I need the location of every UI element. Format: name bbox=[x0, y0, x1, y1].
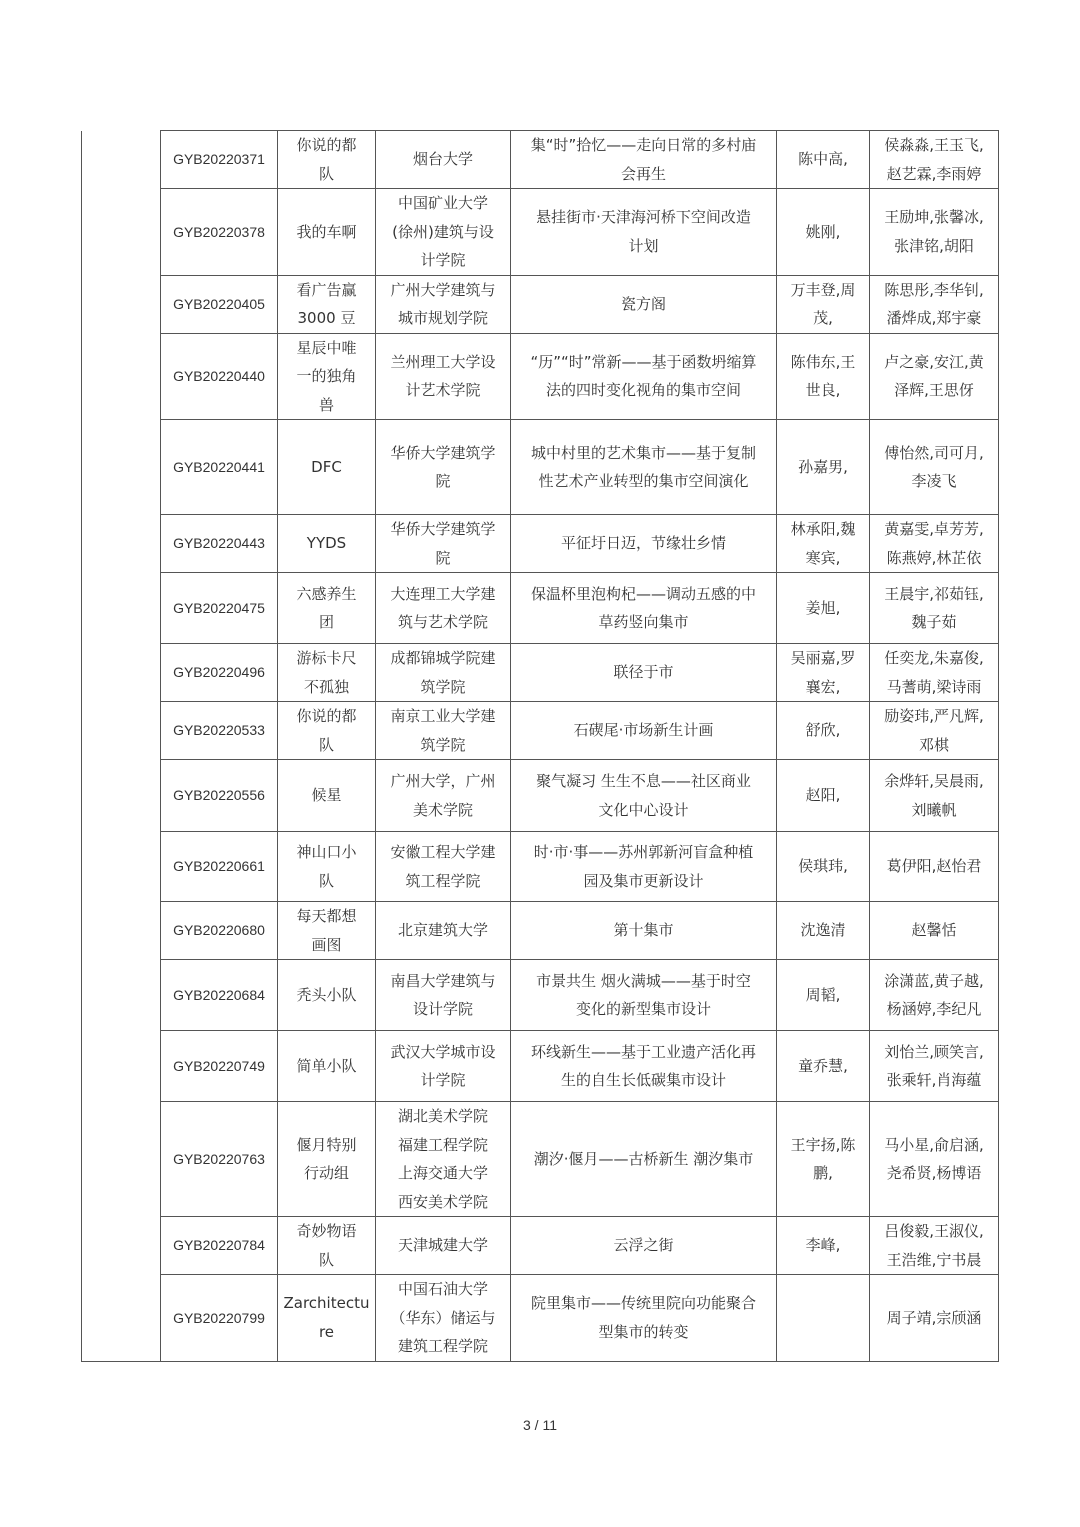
school-cell-line: 武汉大学城市设 bbox=[390, 1042, 496, 1061]
advisor-cell-line: 姜旭, bbox=[805, 598, 841, 617]
advisor-cell bbox=[777, 760, 870, 832]
members-cell-line: 刘曦帆 bbox=[911, 800, 957, 819]
project-title-cell-line: 城中村里的艺术集市——基于复制 bbox=[530, 443, 756, 462]
project-title-cell-line: 潮汐·偃月——古桥新生 潮汐集市 bbox=[533, 1149, 754, 1168]
members-cell-line: 侯淼淼,王玉飞, bbox=[884, 136, 984, 154]
advisor-cell-line: 襄宏, bbox=[805, 677, 841, 696]
advisor-cell-line: 陈伟东,王 bbox=[790, 352, 856, 371]
members-cell bbox=[870, 275, 999, 333]
entry-code-cell: GYB20220371 bbox=[161, 131, 278, 189]
team-name-cell bbox=[278, 1102, 376, 1217]
members-cell bbox=[870, 333, 999, 420]
table-body bbox=[82, 131, 999, 1362]
members-cell bbox=[870, 644, 999, 702]
advisor-cell bbox=[777, 573, 870, 644]
team-name-cell-line: 看广告赢 bbox=[296, 280, 357, 299]
school-cell-line: 设计学院 bbox=[412, 1000, 473, 1018]
members-cell bbox=[870, 960, 999, 1031]
team-name-cell bbox=[278, 832, 376, 902]
project-title-cell-line: 会再生 bbox=[620, 164, 666, 183]
advisor-cell-line: 孙嘉男, bbox=[798, 457, 848, 476]
school-cell bbox=[376, 760, 511, 832]
table-row bbox=[82, 1217, 999, 1275]
members-cell bbox=[870, 832, 999, 902]
team-name-cell-line: Zarchitectu bbox=[283, 1294, 370, 1313]
table-row bbox=[82, 131, 999, 189]
project-title-cell bbox=[511, 1102, 777, 1217]
team-name-cell bbox=[278, 333, 376, 420]
project-title-cell-line: 云浮之街 bbox=[613, 1236, 674, 1255]
table-row bbox=[82, 702, 999, 760]
school-cell bbox=[376, 131, 511, 189]
school-cell-line: 南京工业大学建 bbox=[390, 707, 496, 725]
project-title-cell-line: 保温杯里泡枸杞——调动五感的中 bbox=[530, 584, 756, 603]
project-title-cell-line: 院里集市——传统里院向功能聚合 bbox=[530, 1294, 756, 1313]
members-cell-line: 王励坤,张馨冰, bbox=[884, 208, 984, 227]
table-row bbox=[82, 573, 999, 644]
school-cell-line: 湖北美术学院 bbox=[397, 1107, 488, 1125]
members-cell bbox=[870, 760, 999, 832]
project-title-cell-line: 瓷方阁 bbox=[620, 294, 666, 313]
school-cell-line: 中国石油大学 bbox=[397, 1280, 488, 1298]
school-cell bbox=[376, 333, 511, 420]
table-row bbox=[82, 960, 999, 1031]
team-name-cell-line: 不孤独 bbox=[303, 677, 349, 696]
school-cell bbox=[376, 832, 511, 902]
team-name-cell bbox=[278, 1275, 376, 1362]
school-cell bbox=[376, 902, 511, 960]
school-cell bbox=[376, 275, 511, 333]
school-cell-line: 广州大学建筑与 bbox=[390, 280, 496, 299]
team-name-cell-line: 3000 豆 bbox=[297, 309, 356, 327]
school-cell-line: (徐州)建筑与设 bbox=[392, 222, 494, 241]
project-title-cell-line: 时·市·事——苏州郭新河盲盒种植 bbox=[533, 843, 754, 861]
school-cell-line: 中国矿业大学 bbox=[397, 194, 488, 212]
table-row bbox=[82, 1102, 999, 1217]
members-cell-line: 励姿玮,严凡辉, bbox=[884, 707, 984, 725]
team-name-cell bbox=[278, 275, 376, 333]
advisor-cell bbox=[777, 1275, 870, 1362]
project-title-cell bbox=[511, 760, 777, 832]
project-title-cell bbox=[511, 189, 777, 276]
advisor-cell-line: 李峰, bbox=[805, 1236, 841, 1255]
members-cell-line: 吕俊毅,王淑仪, bbox=[884, 1222, 984, 1240]
project-title-cell bbox=[511, 702, 777, 760]
advisor-cell-line: 沈逸清 bbox=[800, 921, 846, 940]
team-name-cell-line: 秃头小队 bbox=[296, 985, 357, 1004]
team-name-cell-line: 队 bbox=[318, 164, 334, 183]
project-title-cell-line: 性艺术产业转型的集市空间演化 bbox=[538, 472, 749, 490]
results-table bbox=[81, 130, 999, 1362]
advisor-cell-line: 世良, bbox=[805, 381, 841, 400]
members-cell-line: 任奕龙,朱嘉俊, bbox=[884, 649, 984, 667]
advisor-cell bbox=[777, 1031, 870, 1102]
team-name-cell bbox=[278, 515, 376, 573]
advisor-cell bbox=[777, 275, 870, 333]
members-cell-line: 马蓍萌,梁诗雨 bbox=[886, 677, 982, 696]
project-title-cell-line: 园及集市更新设计 bbox=[583, 871, 704, 890]
school-cell-line: 院 bbox=[435, 548, 451, 567]
project-title-cell-line: 型集市的转变 bbox=[598, 1322, 689, 1341]
team-name-cell-line: 我的车啊 bbox=[296, 222, 357, 241]
advisor-cell bbox=[777, 644, 870, 702]
school-cell-line: 计学院 bbox=[420, 1071, 466, 1089]
school-cell bbox=[376, 420, 511, 515]
team-name-cell-line: 队 bbox=[318, 871, 334, 890]
project-title-cell bbox=[511, 333, 777, 420]
table-row bbox=[82, 189, 999, 276]
school-cell-line: 建筑工程学院 bbox=[397, 1337, 488, 1355]
advisor-cell bbox=[777, 1217, 870, 1275]
members-cell bbox=[870, 902, 999, 960]
members-cell-line: 邓棋 bbox=[918, 735, 949, 754]
school-cell-line: （华东）储运与 bbox=[390, 1308, 496, 1327]
team-name-cell bbox=[278, 1217, 376, 1275]
table-row bbox=[82, 902, 999, 960]
project-title-cell bbox=[511, 902, 777, 960]
school-cell-line: 筑学院 bbox=[420, 677, 466, 696]
advisor-cell bbox=[777, 702, 870, 760]
school-cell-line: 计艺术学院 bbox=[405, 381, 481, 400]
project-title-cell-line: “历”“时”常新——基于函数坍缩算 bbox=[530, 352, 757, 371]
members-cell-line: 潘烨成,郑宇豪 bbox=[886, 309, 982, 327]
table-row bbox=[82, 420, 999, 515]
project-title-cell bbox=[511, 515, 777, 573]
project-title-cell-line: 第十集市 bbox=[613, 921, 674, 940]
team-name-cell-line: 星辰中唯 bbox=[296, 338, 357, 357]
advisor-cell-line: 侯琪玮, bbox=[798, 857, 848, 876]
project-title-cell bbox=[511, 420, 777, 515]
advisor-cell-line: 万丰登,周 bbox=[790, 280, 856, 299]
school-cell-line: 烟台大学 bbox=[412, 150, 473, 169]
team-name-cell-line: 队 bbox=[318, 735, 334, 754]
school-cell-line: 西安美术学院 bbox=[397, 1192, 488, 1211]
school-cell-line: 筑工程学院 bbox=[405, 871, 481, 890]
school-cell-line: 广州大学，广州 bbox=[390, 772, 496, 790]
table-row bbox=[82, 275, 999, 333]
members-cell-line: 陈燕婷,林芷依 bbox=[886, 548, 982, 567]
school-cell bbox=[376, 1275, 511, 1362]
school-cell-line: 华侨大学建筑学 bbox=[390, 520, 496, 538]
school-cell bbox=[376, 1217, 511, 1275]
entry-code-cell: GYB20220443 bbox=[161, 515, 278, 573]
entry-code-cell: GYB20220405 bbox=[161, 275, 278, 333]
project-title-cell-line: 环线新生——基于工业遗产活化再 bbox=[530, 1042, 756, 1061]
project-title-cell-line: 变化的新型集市设计 bbox=[575, 1000, 711, 1018]
team-name-cell bbox=[278, 189, 376, 276]
team-name-cell bbox=[278, 420, 376, 515]
project-title-cell bbox=[511, 960, 777, 1031]
members-cell-line: 赵馨恬 bbox=[911, 921, 957, 940]
entry-code-cell: GYB20220441 bbox=[161, 420, 278, 515]
school-cell-line: 福建工程学院 bbox=[397, 1135, 488, 1154]
advisor-cell bbox=[777, 902, 870, 960]
team-name-cell bbox=[278, 902, 376, 960]
project-title-cell-line: 生的自生长低碳集市设计 bbox=[560, 1071, 726, 1089]
team-name-cell bbox=[278, 760, 376, 832]
school-cell-line: 兰州理工大学设 bbox=[390, 352, 496, 371]
project-title-cell-line: 市景共生 烟火满城——基于时空 bbox=[536, 971, 751, 990]
members-cell-line: 张津铭,胡阳 bbox=[894, 236, 974, 255]
project-title-cell-line: 计划 bbox=[628, 236, 659, 255]
members-cell-line: 余烨轩,吴晨雨, bbox=[884, 772, 984, 790]
school-cell bbox=[376, 1102, 511, 1217]
advisor-cell bbox=[777, 1102, 870, 1217]
members-cell bbox=[870, 131, 999, 189]
category-cell bbox=[82, 131, 161, 1362]
members-cell-line: 周子靖,宗颀涵 bbox=[886, 1308, 982, 1327]
project-title-cell-line: 集“时”拾忆——走向日常的多村庙 bbox=[530, 136, 757, 154]
team-name-cell-line: 奇妙物语 bbox=[296, 1222, 357, 1240]
advisor-cell-line: 姚刚, bbox=[805, 222, 841, 241]
team-name-cell bbox=[278, 573, 376, 644]
entry-code-cell: GYB20220533 bbox=[161, 702, 278, 760]
page-number: 3 / 11 bbox=[523, 1417, 557, 1433]
members-cell-line: 泽辉,王思伢 bbox=[894, 381, 974, 400]
advisor-cell-line: 王宇扬,陈 bbox=[790, 1135, 856, 1154]
project-title-cell-line: 文化中心设计 bbox=[598, 800, 689, 819]
school-cell-line: 美术学院 bbox=[412, 800, 473, 819]
school-cell bbox=[376, 644, 511, 702]
school-cell bbox=[376, 515, 511, 573]
project-title-cell bbox=[511, 275, 777, 333]
members-cell-line: 魏子茹 bbox=[911, 613, 957, 631]
members-cell-line: 王晨宇,祁茹钰, bbox=[884, 584, 984, 603]
members-cell-line: 张乘轩,肖海蕴 bbox=[886, 1071, 982, 1089]
team-name-cell-line: 神山口小 bbox=[296, 843, 357, 861]
entry-code-cell: GYB20220684 bbox=[161, 960, 278, 1031]
table-row bbox=[82, 515, 999, 573]
members-cell bbox=[870, 1275, 999, 1362]
team-name-cell-line: 你说的都 bbox=[296, 707, 357, 725]
advisor-cell bbox=[777, 515, 870, 573]
project-title-cell-line: 联径于市 bbox=[613, 663, 674, 682]
advisor-cell-line: 童乔慧, bbox=[798, 1056, 848, 1075]
team-name-cell-line: 一的独角 bbox=[296, 367, 357, 385]
project-title-cell-line: 石碶尾·市场新生计画 bbox=[573, 721, 714, 740]
team-name-cell-line: 兽 bbox=[318, 395, 334, 414]
entry-code-cell: GYB20220680 bbox=[161, 902, 278, 960]
project-title-cell bbox=[511, 131, 777, 189]
advisor-cell bbox=[777, 420, 870, 515]
team-name-cell bbox=[278, 702, 376, 760]
project-title-cell bbox=[511, 644, 777, 702]
entry-code-cell: GYB20220440 bbox=[161, 333, 278, 420]
school-cell-line: 上海交通大学 bbox=[397, 1164, 488, 1182]
advisor-cell-line: 茂, bbox=[813, 309, 833, 327]
members-cell bbox=[870, 1217, 999, 1275]
school-cell bbox=[376, 960, 511, 1031]
team-name-cell-line: 六感养生 bbox=[296, 584, 357, 603]
team-name-cell-line: DFC bbox=[311, 457, 342, 476]
members-cell-line: 傅怡然,司可月, bbox=[884, 443, 984, 462]
advisor-cell-line: 陈中高, bbox=[798, 150, 848, 169]
table-row bbox=[82, 1275, 999, 1362]
project-title-cell-line: 悬挂街市·天津海河桥下空间改造 bbox=[536, 208, 751, 227]
advisor-cell-line: 林承阳,魏 bbox=[790, 520, 856, 538]
entry-code-cell: GYB20220556 bbox=[161, 760, 278, 832]
school-cell bbox=[376, 1031, 511, 1102]
members-cell-line: 葛伊阳,赵怡君 bbox=[886, 857, 982, 876]
school-cell-line: 城市规划学院 bbox=[397, 309, 488, 327]
project-title-cell bbox=[511, 1275, 777, 1362]
entry-code-cell: GYB20220475 bbox=[161, 573, 278, 644]
table-row bbox=[82, 644, 999, 702]
school-cell-line: 天津城建大学 bbox=[397, 1236, 488, 1255]
school-cell-line: 院 bbox=[435, 472, 451, 490]
advisor-cell-line: 赵阳, bbox=[805, 786, 841, 805]
school-cell-line: 安徽工程大学建 bbox=[390, 843, 496, 861]
team-name-cell-line: 画图 bbox=[311, 935, 342, 954]
project-title-cell-line: 平征圩日迈，节缘壮乡情 bbox=[560, 534, 726, 553]
team-name-cell-line: 队 bbox=[318, 1250, 334, 1269]
team-name-cell-line: 偃月特别 bbox=[296, 1135, 357, 1154]
project-title-cell bbox=[511, 832, 777, 902]
school-cell bbox=[376, 189, 511, 276]
members-cell-line: 李凌飞 bbox=[911, 472, 957, 490]
school-cell bbox=[376, 702, 511, 760]
team-name-cell-line: YYDS bbox=[306, 534, 347, 553]
team-name-cell bbox=[278, 131, 376, 189]
advisor-cell-line: 周韬, bbox=[805, 985, 841, 1004]
table-row bbox=[82, 1031, 999, 1102]
advisor-cell bbox=[777, 131, 870, 189]
members-cell-line: 陈思彤,李华钊, bbox=[884, 280, 984, 299]
project-title-cell bbox=[511, 573, 777, 644]
entry-code-cell: GYB20220749 bbox=[161, 1031, 278, 1102]
entry-code-cell: GYB20220763 bbox=[161, 1102, 278, 1217]
members-cell-line: 涂潇蓝,黄子越, bbox=[884, 971, 984, 990]
team-name-cell bbox=[278, 960, 376, 1031]
advisor-cell bbox=[777, 333, 870, 420]
school-cell-line: 计学院 bbox=[420, 251, 466, 269]
team-name-cell-line: 游标卡尺 bbox=[296, 649, 357, 667]
team-name-cell-line: 候星 bbox=[311, 786, 342, 805]
project-title-cell-line: 聚气凝习 生生不息——社区商业 bbox=[536, 772, 751, 790]
school-cell-line: 南昌大学建筑与 bbox=[390, 971, 496, 990]
members-cell-line: 刘怡兰,顾笑言, bbox=[884, 1042, 984, 1061]
project-title-cell-line: 草药竖向集市 bbox=[598, 613, 689, 631]
advisor-cell bbox=[777, 189, 870, 276]
team-name-cell-line: 每天都想 bbox=[296, 907, 357, 925]
team-name-cell bbox=[278, 644, 376, 702]
table-row bbox=[82, 760, 999, 832]
team-name-cell-line: 你说的都 bbox=[296, 136, 357, 154]
entry-code-cell: GYB20220378 bbox=[161, 189, 278, 276]
entry-code-cell: GYB20220799 bbox=[161, 1275, 278, 1362]
advisor-cell-line: 鹏, bbox=[813, 1164, 833, 1182]
members-cell bbox=[870, 420, 999, 515]
project-title-cell bbox=[511, 1217, 777, 1275]
advisor-cell-line: 寒宾, bbox=[805, 548, 841, 567]
school-cell-line: 大连理工大学建 bbox=[390, 584, 496, 603]
members-cell-line: 卢之豪,安江,黄 bbox=[884, 352, 984, 371]
advisor-cell bbox=[777, 832, 870, 902]
team-name-cell-line: 团 bbox=[318, 613, 334, 631]
members-cell-line: 王浩维,宁书晨 bbox=[886, 1250, 982, 1269]
school-cell-line: 筑学院 bbox=[420, 735, 466, 754]
members-cell-line: 黄嘉雯,卓芳芳, bbox=[884, 520, 984, 538]
school-cell-line: 华侨大学建筑学 bbox=[390, 443, 496, 462]
advisor-cell-line: 舒欣, bbox=[805, 721, 841, 740]
table-row bbox=[82, 832, 999, 902]
members-cell bbox=[870, 515, 999, 573]
entry-code-cell: GYB20220661 bbox=[161, 832, 278, 902]
school-cell-line: 筑与艺术学院 bbox=[397, 613, 488, 631]
members-cell bbox=[870, 702, 999, 760]
members-cell bbox=[870, 189, 999, 276]
members-cell bbox=[870, 1102, 999, 1217]
project-title-cell-line: 法的四时变化视角的集市空间 bbox=[545, 381, 741, 400]
members-cell-line: 马小星,俞启涵, bbox=[884, 1135, 984, 1154]
members-cell-line: 杨涵婷,李纪凡 bbox=[886, 1000, 982, 1018]
members-cell-line: 赵艺霖,李雨婷 bbox=[886, 164, 982, 183]
school-cell bbox=[376, 573, 511, 644]
members-cell bbox=[870, 573, 999, 644]
school-cell-line: 成都锦城学院建 bbox=[390, 649, 496, 667]
entry-code-cell: GYB20220784 bbox=[161, 1217, 278, 1275]
entry-code-cell: GYB20220496 bbox=[161, 644, 278, 702]
advisor-cell-line: 吴丽嘉,罗 bbox=[790, 649, 856, 667]
members-cell bbox=[870, 1031, 999, 1102]
school-cell-line: 北京建筑大学 bbox=[397, 921, 488, 940]
project-title-cell bbox=[511, 1031, 777, 1102]
advisor-cell bbox=[777, 960, 870, 1031]
table-row bbox=[82, 333, 999, 420]
team-name-cell-line: 行动组 bbox=[303, 1164, 349, 1182]
team-name-cell-line: re bbox=[318, 1322, 335, 1341]
team-name-cell-line: 简单小队 bbox=[296, 1056, 357, 1075]
members-cell-line: 尧希贤,杨博语 bbox=[886, 1164, 982, 1182]
team-name-cell bbox=[278, 1031, 376, 1102]
